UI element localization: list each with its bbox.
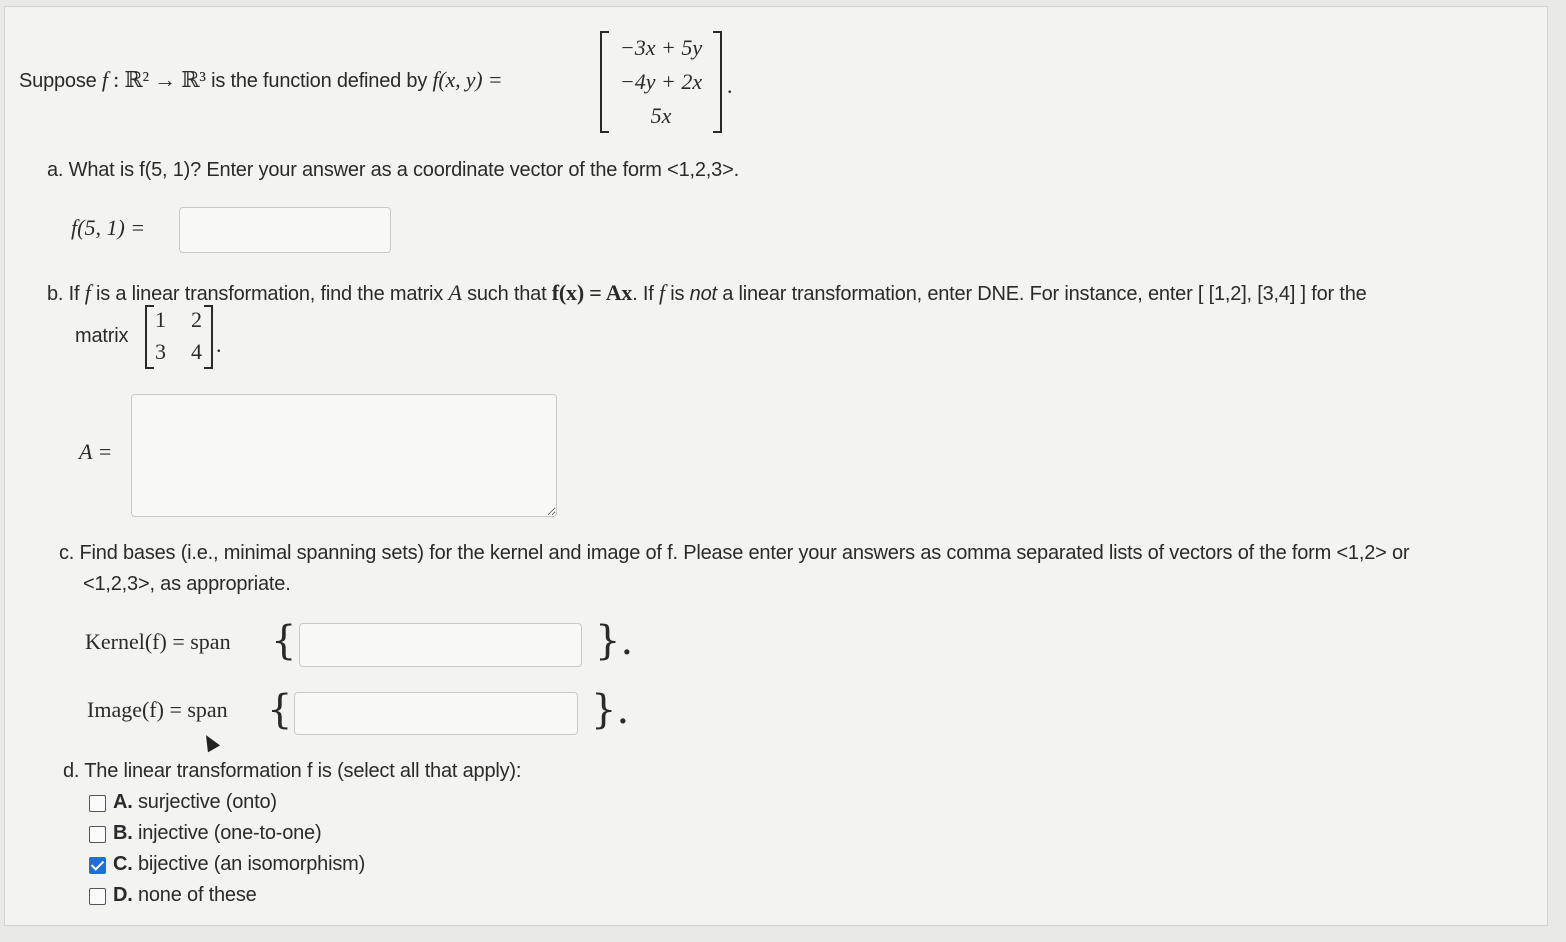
part-b-text-1: b. If <box>47 283 85 305</box>
part-c-question-line-1: c. Find bases (i.e., minimal spanning sets) for the kernel and image of f. Please enter your answers as comma separated lists of vectors of the form <1,2> or <box>59 542 1410 564</box>
matrix-row-1: −3x + 5y <box>619 35 703 60</box>
option-letter: C. <box>113 853 133 875</box>
checkbox-d[interactable] <box>89 888 106 905</box>
option-text: none of these <box>132 884 257 906</box>
example-matrix-cell: 3 <box>155 339 166 364</box>
part-b-text-6: a linear transformation, enter DNE. For instance, enter [ [1,2], [3,4] ] for the <box>716 283 1367 305</box>
intro-description: is the function defined by <box>205 70 433 92</box>
example-matrix-cell: 1 <box>155 307 166 332</box>
checkbox-b[interactable] <box>89 826 106 843</box>
intro-lead: Suppose <box>19 70 97 92</box>
mouse-cursor-icon <box>200 732 220 753</box>
part-b-not: not <box>689 283 717 305</box>
example-matrix <box>145 305 213 369</box>
kernel-open-brace: { <box>271 618 297 664</box>
matrix-row-2: −4y + 2x <box>619 69 703 94</box>
intro-codomain: ℝ³ <box>181 67 206 92</box>
part-b-text-5: is <box>664 283 690 305</box>
part-b-text-4: . If <box>632 283 659 305</box>
example-matrix-cell: 4 <box>191 339 202 364</box>
part-a-label: f(5, 1) = <box>71 215 146 240</box>
checkbox-c[interactable] <box>89 857 106 874</box>
matrix-word: matrix <box>75 325 129 347</box>
function-matrix <box>600 31 722 133</box>
image-open-brace: { <box>267 687 293 733</box>
image-label: Image(f) = span <box>87 697 228 722</box>
option-letter: A. <box>113 791 133 813</box>
problem-page <box>4 6 1548 926</box>
matrix-row-3: 5x <box>650 103 672 128</box>
kernel-label: Kernel(f) = span <box>85 629 231 654</box>
intro-domain: ℝ² <box>124 67 149 92</box>
image-close-brace: }. <box>591 687 630 733</box>
part-b-question <box>47 280 1367 306</box>
part-b-A: A <box>448 280 462 305</box>
intro-func: f <box>101 67 108 92</box>
option-d[interactable] <box>89 884 257 907</box>
intro-fxy: f(x, y) = <box>432 67 503 92</box>
option-text: surjective (onto) <box>132 791 277 813</box>
option-letter: D. <box>113 884 133 906</box>
intro-colon: : <box>107 67 125 92</box>
f-5-1-input[interactable] <box>179 207 391 253</box>
part-b-f-1: f <box>84 280 91 305</box>
image-input[interactable] <box>294 692 578 735</box>
part-b-label: A = <box>79 439 113 464</box>
part-c-question-line-2: <1,2,3>, as appropriate. <box>83 573 291 595</box>
option-b[interactable] <box>89 822 321 845</box>
option-c[interactable] <box>89 853 365 876</box>
part-a-question: a. What is f(5, 1)? Enter your answer as a coordinate vector of the form <1,2,3>. <box>47 159 739 181</box>
part-b-text-2: is a linear transformation, find the matrix <box>90 283 449 305</box>
intro-period: . <box>727 73 733 98</box>
checkbox-a[interactable] <box>89 795 106 812</box>
option-letter: B. <box>113 822 133 844</box>
part-b-f-2: f <box>658 280 665 305</box>
intro-text <box>19 67 502 93</box>
example-matrix-cell: 2 <box>191 307 202 332</box>
part-b-text-3: such that <box>461 283 552 305</box>
part-b-period: . <box>216 332 222 357</box>
option-text: injective (one-to-one) <box>132 822 322 844</box>
kernel-input[interactable] <box>299 623 582 667</box>
option-a[interactable] <box>89 791 277 814</box>
matrix-A-textarea[interactable] <box>131 394 557 517</box>
intro-arrow: → <box>148 67 182 92</box>
part-d-question: d. The linear transformation f is (select all that apply): <box>63 760 522 782</box>
kernel-close-brace: }. <box>595 618 634 664</box>
part-b-fx-eq: f(x) = Ax <box>551 280 633 305</box>
option-text: bijective (an isomorphism) <box>132 853 366 875</box>
